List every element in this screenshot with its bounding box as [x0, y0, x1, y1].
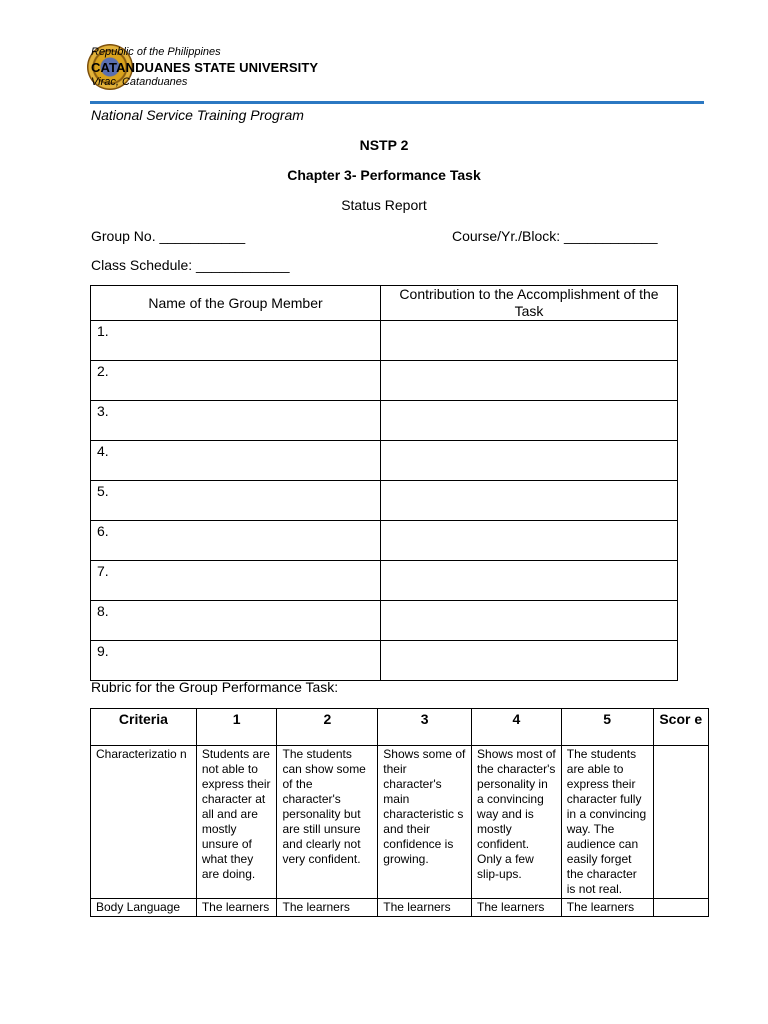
score-cell[interactable]: [653, 746, 709, 899]
table-row: [91, 441, 678, 481]
member-name-cell[interactable]: 3.: [91, 401, 381, 441]
contribution-cell[interactable]: [381, 641, 678, 681]
rubric-cell: The learners: [472, 899, 562, 917]
table-row: [91, 899, 709, 917]
table-row: [91, 481, 678, 521]
criteria-header: Criteria: [91, 709, 197, 746]
table-header-row: [91, 286, 678, 321]
name-column-header: Name of the Group Member: [91, 286, 381, 321]
rubric-cell: Shows most of the character's personality in a convincing way and is mostly confident. Only a few slip-ups.: [472, 746, 562, 899]
contribution-cell[interactable]: [381, 441, 678, 481]
rubric-cell: The learners: [196, 899, 277, 917]
contribution-cell[interactable]: [381, 401, 678, 441]
score-header: Scor e: [653, 709, 709, 746]
rubric-table: [90, 708, 709, 917]
header-rule: [90, 101, 704, 104]
table-row: [91, 746, 709, 899]
university-name: CATANDUANES STATE UNIVERSITY: [91, 60, 319, 75]
member-name-cell[interactable]: 7.: [91, 561, 381, 601]
score-2-header: 2: [277, 709, 378, 746]
contribution-cell[interactable]: [381, 521, 678, 561]
member-name-cell[interactable]: 2.: [91, 361, 381, 401]
score-5-header: 5: [561, 709, 653, 746]
member-name-cell[interactable]: 8.: [91, 601, 381, 641]
class-schedule-field[interactable]: Class Schedule: ____________: [91, 257, 290, 273]
rubric-cell: The students can show some of the character's personality but are still unsure and clearly not very confident.: [277, 746, 378, 899]
rubric-cell: Shows some of their character's main characteristic s and their confidence is growing.: [378, 746, 472, 899]
group-no-field[interactable]: Group No. ___________: [91, 228, 246, 244]
table-row: [91, 601, 678, 641]
member-name-cell[interactable]: 1.: [91, 321, 381, 361]
rubric-cell: The learners: [561, 899, 653, 917]
rubric-cell: Students are not able to express their character at all and are mostly unsure of what they are doing.: [196, 746, 277, 899]
location-line: Virac, Catanduanes: [91, 76, 188, 88]
score-1-header: 1: [196, 709, 277, 746]
course-block-field[interactable]: Course/Yr./Block: ____________: [452, 228, 658, 244]
contribution-cell[interactable]: [381, 561, 678, 601]
doc-subtitle: Status Report: [341, 197, 427, 213]
rubric-header-row: [91, 709, 709, 746]
rubric-cell: The students are able to express their character fully in a convincing way. The audience can easily forget the character is not real.: [561, 746, 653, 899]
republic-line: Republic of the Philippines: [91, 46, 221, 58]
score-cell[interactable]: [653, 899, 709, 917]
table-row: [91, 521, 678, 561]
group-members-table: [90, 285, 678, 681]
table-row: [91, 401, 678, 441]
program-name: National Service Training Program: [91, 107, 304, 123]
rubric-cell: The learners: [277, 899, 378, 917]
course-title: NSTP 2: [359, 137, 409, 153]
contribution-column-header: Contribution to the Accomplishment of the Task: [381, 286, 678, 321]
table-row: [91, 321, 678, 361]
contribution-cell[interactable]: [381, 481, 678, 521]
rubric-cell: The learners: [378, 899, 472, 917]
table-row: [91, 361, 678, 401]
rubric-title: Rubric for the Group Performance Task:: [91, 679, 339, 695]
score-4-header: 4: [472, 709, 562, 746]
criteria-cell: Characterizatio n: [91, 746, 197, 899]
member-name-cell[interactable]: 4.: [91, 441, 381, 481]
member-name-cell[interactable]: 6.: [91, 521, 381, 561]
member-name-cell[interactable]: 9.: [91, 641, 381, 681]
table-row: [91, 641, 678, 681]
chapter-title: Chapter 3- Performance Task: [287, 167, 481, 183]
criteria-cell: Body Language: [91, 899, 197, 917]
member-name-cell[interactable]: 5.: [91, 481, 381, 521]
table-row: [91, 561, 678, 601]
contribution-cell[interactable]: [381, 321, 678, 361]
contribution-cell[interactable]: [381, 361, 678, 401]
score-3-header: 3: [378, 709, 472, 746]
contribution-cell[interactable]: [381, 601, 678, 641]
